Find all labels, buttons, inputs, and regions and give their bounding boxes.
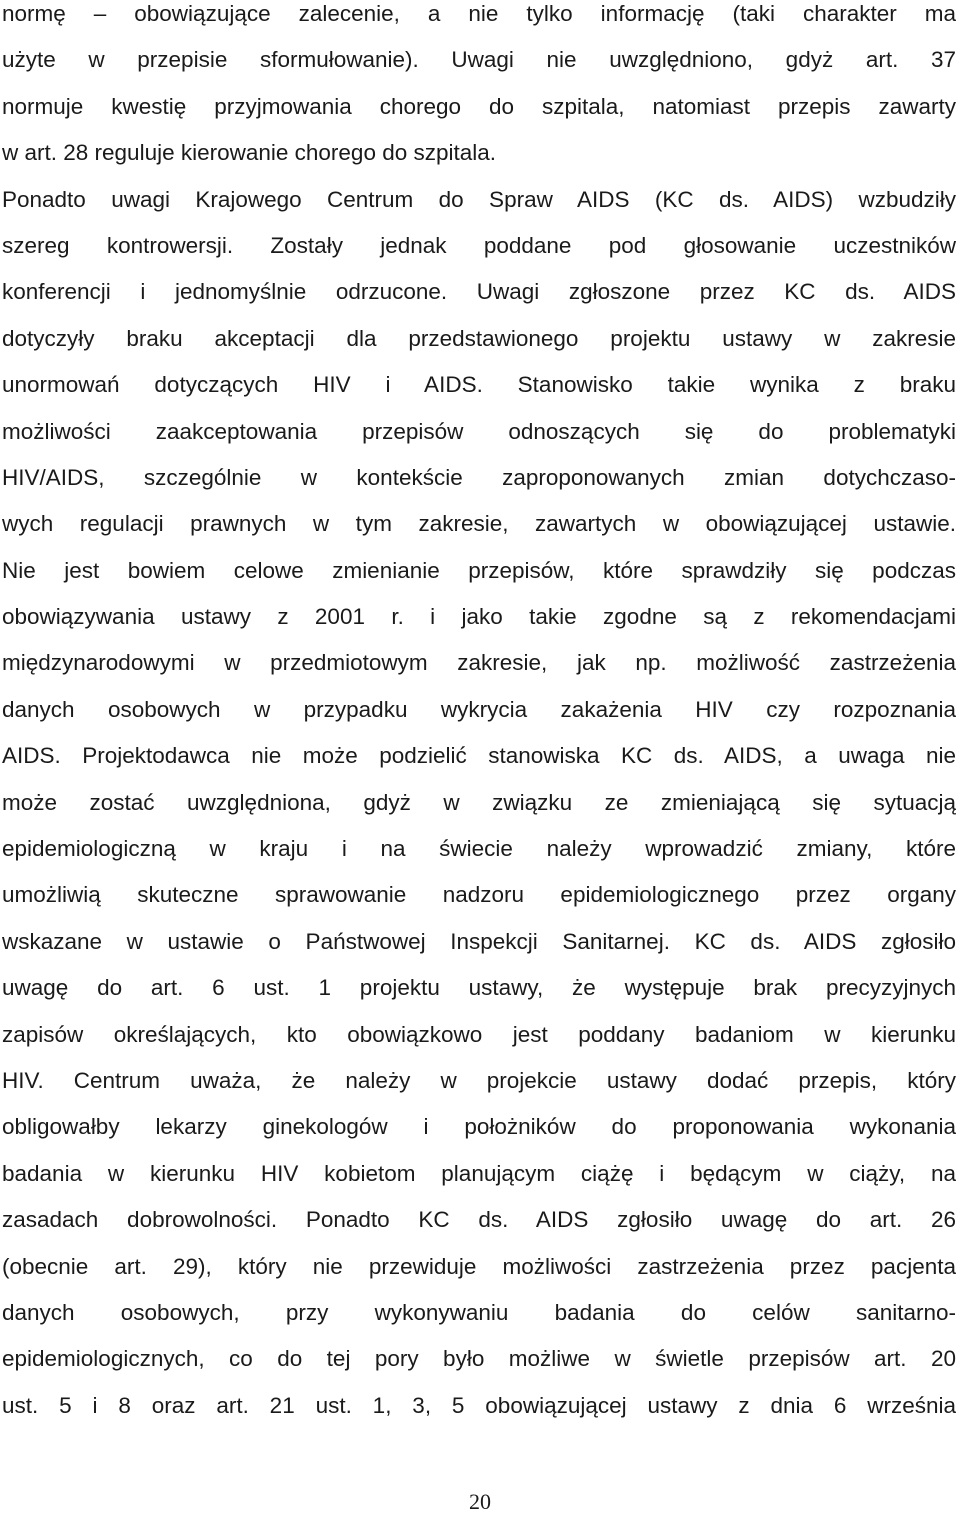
text-line: HIV/AIDS, szczególnie w kontekście zaproponowanych zmian dotychczaso-: [2, 464, 956, 490]
text-line: normę – obowiązujące zalecenie, a nie tylko informację (taki charakter ma: [2, 1, 956, 26]
text-line: danych osobowych, przy wykonywaniu badania do celów sanitarno-: [2, 1299, 956, 1325]
text-line: AIDS. Projektodawca nie może podzielić stanowiska KC ds. AIDS, a uwaga nie: [2, 743, 956, 769]
text-line: dotyczyły braku akceptacji dla przedstawionego projektu ustawy w zakresie: [2, 325, 956, 351]
text-line: obligowałby lekarzy ginekologów i położników do proponowania wykonania: [2, 1114, 956, 1140]
text-line: normuje kwestię przyjmowania chorego do szpitala, natomiast przepis zawarty: [2, 93, 956, 119]
text-line: epidemiologiczną w kraju i na świecie należy wprowadzić zmiany, które: [2, 836, 956, 862]
text-line: konferencji i jednomyślnie odrzucone. Uwagi zgłoszone przez KC ds. AIDS: [2, 279, 956, 305]
text-line: szereg kontrowersji. Zostały jednak poddane pod głosowanie uczestników: [2, 232, 956, 258]
text-line: umożliwią skuteczne sprawowanie nadzoru epidemiologicznego przez organy: [2, 882, 956, 908]
text-line: badania w kierunku HIV kobietom planującym ciążę i będącym w ciąży, na: [2, 1160, 956, 1186]
text-line: ust. 5 i 8 oraz art. 21 ust. 1, 3, 5 obowiązującej ustawy z dnia 6 września: [2, 1392, 956, 1418]
text-line: zapisów określających, kto obowiązkowo jest poddany badaniom w kierunku: [2, 1021, 956, 1047]
text-line: HIV. Centrum uważa, że należy w projekcie ustawy dodać przepis, który: [2, 1067, 956, 1093]
text-line: może zostać uwzględniona, gdyż w związku ze zmieniającą się sytuacją: [2, 789, 956, 815]
text-line: epidemiologicznych, co do tej pory było możliwe w świetle przepisów art. 20: [2, 1346, 956, 1372]
text-line: zasadach dobrowolności. Ponadto KC ds. AIDS zgłosiło uwagę do art. 26: [2, 1207, 956, 1233]
text-line: międzynarodowymi w przedmiotowym zakresie, jak np. możliwość zastrzeżenia: [2, 650, 956, 676]
text-line: w art. 28 reguluje kierowanie chorego do szpitala.: [2, 140, 497, 166]
text-line: wych regulacji prawnych w tym zakresie, zawartych w obowiązującej ustawie.: [2, 511, 956, 537]
text-line: Nie jest bowiem celowe zmienianie przepisów, które sprawdziły się podczas: [2, 557, 956, 583]
text-line: danych osobowych w przypadku wykrycia zakażenia HIV czy rozpoznania: [2, 696, 956, 722]
text-line: obowiązywania ustawy z 2001 r. i jako takie zgodne są z rekomendacjami: [2, 604, 956, 630]
text-line: unormowań dotyczących HIV i AIDS. Stanowisko takie wynika z braku: [2, 372, 956, 398]
text-line: Ponadto uwagi Krajowego Centrum do Spraw AIDS (KC ds. AIDS) wzbudziły: [2, 186, 956, 212]
body-text: [2, 0, 956, 1429]
page-number: 20: [469, 1489, 491, 1514]
text-line: wskazane w ustawie o Państwowej Inspekcji Sanitarnej. KC ds. AIDS zgłosiło: [2, 928, 956, 954]
text-line: użyte w przepisie sformułowanie). Uwagi nie uwzględniono, gdyż art. 37: [2, 47, 956, 73]
text-line: możliwości zaakceptowania przepisów odnoszących się do problematyki: [2, 418, 956, 444]
text-line: (obecnie art. 29), który nie przewiduje możliwości zastrzeżenia przez pacjenta: [2, 1253, 956, 1279]
text-line: uwagę do art. 6 ust. 1 projektu ustawy, że występuje brak precyzyjnych: [2, 975, 956, 1001]
